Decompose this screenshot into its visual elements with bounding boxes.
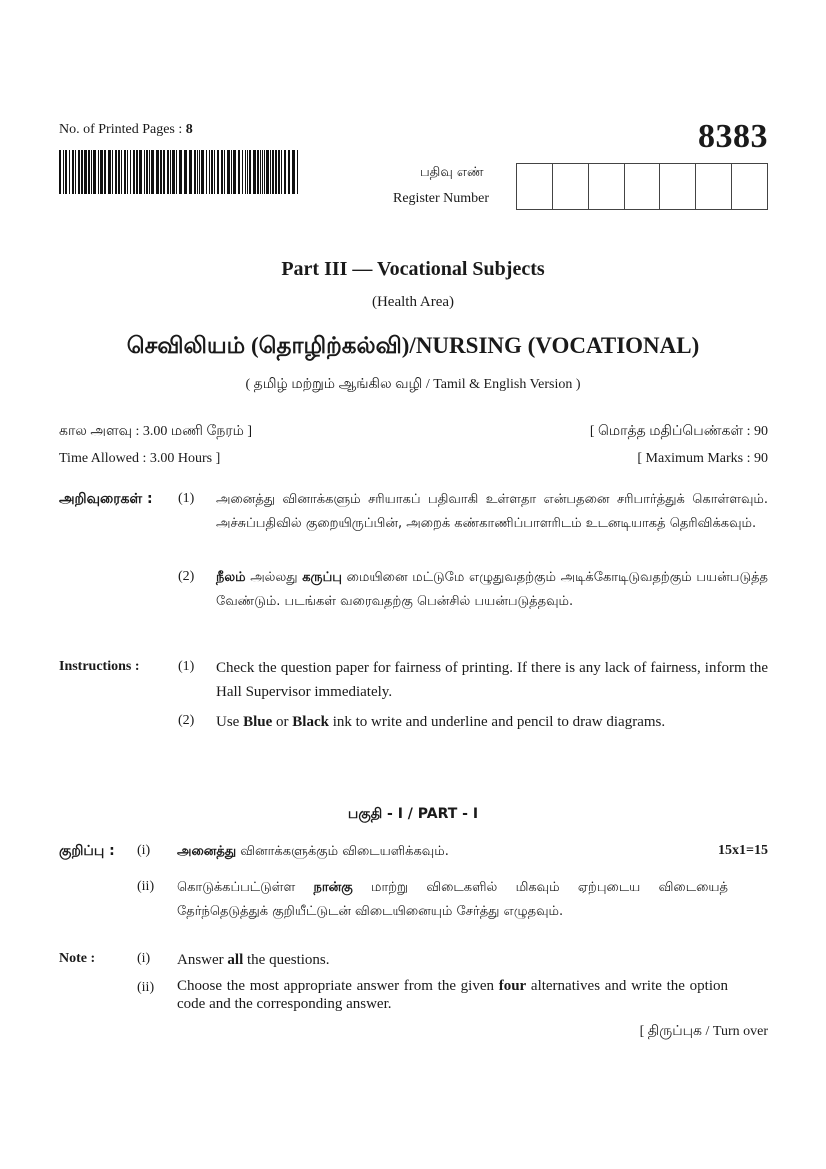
- language-version: ( தமிழ் மற்றும் ஆங்கில வழி / Tamil & English Version ): [245, 377, 581, 392]
- register-number-boxes[interactable]: [516, 163, 768, 210]
- black-word: Black: [292, 714, 329, 730]
- register-digit-box[interactable]: [517, 164, 553, 209]
- register-digit-box[interactable]: [732, 164, 767, 209]
- note-text: Choose the most appropriate answer from the given: [177, 978, 499, 994]
- instruction-tamil-2: [216, 566, 768, 614]
- register-digit-box[interactable]: [660, 164, 696, 209]
- black-word-tamil: கருப்பு: [302, 570, 342, 585]
- instruction-text: மையினை மட்டுமே எழுதுவதற்கும் அடிக்கோடிடுவதற்கும் பயன்படுத்த வேண்டும். படங்கள் வரைவதற்கு பென்சில் பயன்படுத்தவும்.: [216, 570, 768, 609]
- instruction-english-1: Check the question paper for fairness of printing. If there is any lack of fairness, inform the Hall Supervisor immediately.: [216, 660, 768, 700]
- marks-scheme: 15x1=15: [718, 843, 768, 858]
- all-word: all: [227, 952, 244, 968]
- register-digit-box[interactable]: [589, 164, 625, 209]
- subject-title: செவிலியம் (தொழிற்கல்வி)/NURSING (VOCATIONAL): [126, 333, 700, 358]
- register-digit-box[interactable]: [625, 164, 661, 209]
- barcode-image: [59, 150, 299, 194]
- instruction-number: (2): [178, 713, 195, 728]
- instruction-text: Use: [216, 714, 244, 730]
- note-english-label: Note :: [59, 951, 96, 966]
- time-allowed-english: Time Allowed : 3.00 Hours ]: [59, 451, 221, 466]
- health-area-subtitle: (Health Area): [371, 294, 455, 310]
- instruction-number: (2): [178, 569, 195, 584]
- instructions-tamil-label: அறிவுரைகள் :: [59, 491, 153, 507]
- time-allowed-tamil: கால அளவு : 3.00 மணி நேரம் ]: [59, 424, 253, 439]
- instruction-text: ink to write and underline and pencil to draw diagrams.: [328, 714, 666, 730]
- printed-pages-label: No. of Printed Pages :: [59, 122, 186, 137]
- blue-word-tamil: நீலம்: [216, 570, 246, 585]
- instruction-english-2: [216, 710, 768, 734]
- note-text: Answer: [177, 952, 228, 968]
- note-text: வினாக்களுக்கும் விடையளிக்கவும்.: [236, 844, 449, 859]
- register-digit-box[interactable]: [553, 164, 589, 209]
- note-english-2: [177, 977, 728, 1013]
- note-number: (ii): [137, 879, 155, 894]
- note-number: (i): [137, 843, 151, 858]
- register-digit-box[interactable]: [696, 164, 732, 209]
- note-tamil-1: [177, 840, 617, 864]
- part-title: Part III — Vocational Subjects: [281, 258, 545, 280]
- part-one-heading: பகுதி - I / PART - I: [347, 806, 479, 822]
- maximum-marks-tamil: [ மொத்த மதிப்பெண்கள் : 90: [589, 424, 768, 439]
- note-text: கொடுக்கப்பட்டுள்ள: [177, 880, 314, 895]
- instruction-number: (1): [178, 659, 195, 674]
- instruction-text: or: [272, 714, 293, 730]
- note-tamil-2: [177, 876, 728, 924]
- register-label-tamil: பதிவு எண்: [420, 165, 484, 180]
- instructions-english-label: Instructions :: [59, 659, 140, 674]
- note-text: alternatives and write the option code and the corresponding answer.: [177, 978, 728, 1012]
- register-label-english: Register Number: [393, 191, 490, 206]
- note-number: (i): [137, 951, 151, 966]
- all-word-tamil: அனைத்து: [177, 844, 237, 859]
- note-english-1: [177, 948, 728, 972]
- note-number: (ii): [137, 980, 155, 995]
- paper-code: 8383: [698, 118, 768, 155]
- note-tamil-label: குறிப்பு :: [59, 843, 115, 859]
- turn-over-footer: [ திருப்புக / Turn over: [639, 1024, 768, 1039]
- note-text: the questions.: [243, 952, 330, 968]
- printed-pages-value: 8: [185, 122, 193, 137]
- instruction-number: (1): [178, 491, 195, 506]
- printed-pages-info: [59, 122, 193, 138]
- blue-word: Blue: [243, 714, 273, 730]
- four-word-tamil: நான்கு: [313, 880, 353, 895]
- instruction-tamil-1: அனைத்து வினாக்களும் சரியாகப் பதிவாகி உள்ளதா என்பதனை சரிபார்த்துக் கொள்ளவும். அச்சுப்பதிவில் குறையிருப்பின், அறைக் கண்காணிப்பாளரிடம் உடனடியாகத் தெரிவிக்கவும்.: [216, 492, 768, 531]
- instruction-text: அல்லது: [245, 570, 303, 585]
- four-word: four: [498, 978, 527, 994]
- maximum-marks-english: [ Maximum Marks : 90: [637, 451, 768, 466]
- note-text: மாற்று விடைகளில் மிகவும் ஏற்புடைய விடையைத் தேர்ந்தெடுத்துக் குறியீட்டுடன் விடையினையும் சேர்த்து எழுதவும்.: [177, 880, 728, 919]
